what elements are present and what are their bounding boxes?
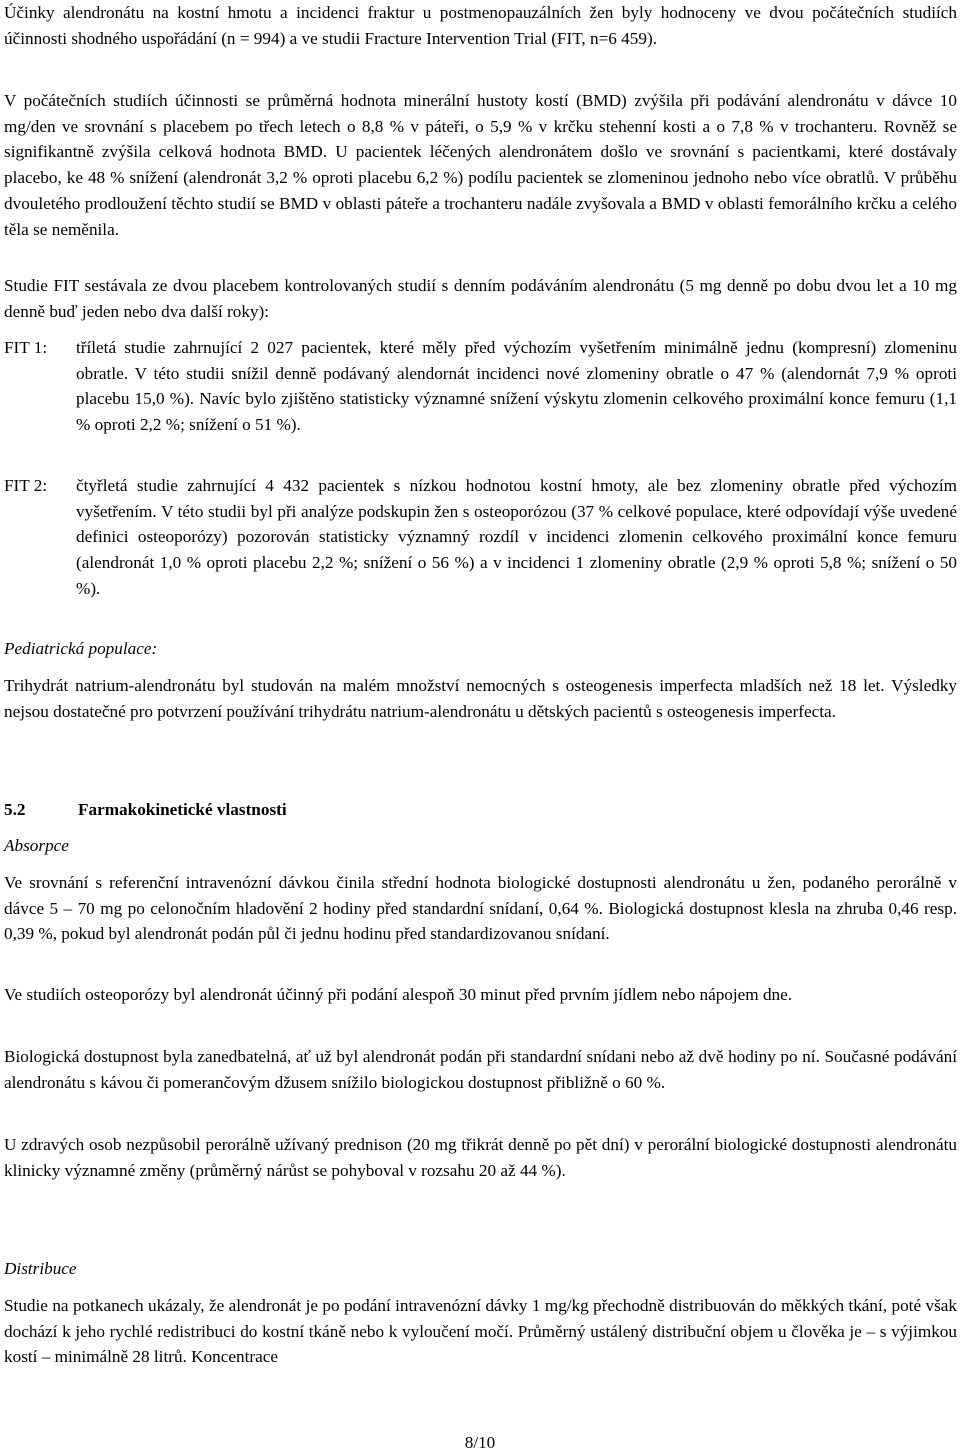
fit1-item bbox=[4, 335, 957, 438]
bmd-paragraph: V počátečních studiích účinnosti se průměrná hodnota minerální hustoty kostí (BMD) zvýšila při podávání alendronátu v dávce 10 mg/den ve srovnání s placebem po třech letech o 8,8 % v páteři, o 5,9 % v krčku stehenní kosti a o 7,8 % v trochanteru. Rovněž se signifikantně zvýšila celková hodnota BMD. U pacientek léčených alendronátem došlo ve srovnání s pacientkami, které dostávaly placebo, ke 48 % snížení (alendronát 3,2 % oproti placebu 6,2 %) podílu pacientek se zlomeninou jednoho nebo více obratlů. V průběhu dvouletého prodloužení těchto studií se BMD v oblasti páteře a trochanteru nadále zvyšovala a BMD v oblasti femorálního krčku a celého těla se neměnila. bbox=[4, 91, 957, 239]
intro-paragraph: Účinky alendronátu na kostní hmotu a incidenci fraktur u postmenopauzálních žen byly hodnoceny ve dvou počátečních studiích účinnosti shodného uspořádání (n = 994) a ve studii Fracture Intervention Trial (FIT, n=6 459). bbox=[4, 3, 957, 48]
fit2-label: FIT 2: bbox=[4, 476, 48, 495]
distribution-paragraph: Studie na potkanech ukázaly, že alendronát je po podání intravenózní dávky 1 mg/kg přechodně distribuován do měkkých tkání, poté však dochází k jeho rychlé redistribuci do kostní tkáně nebo k vyloučení močí. Průměrný ustálený distribuční objem u člověka je – s výjimkou kostí – minimálně 28 litrů. Koncentrace bbox=[4, 1296, 957, 1367]
pediatric-paragraph: Trihydrát natrium-alendronátu byl studován na malém množství nemocných s osteogenesis imperfecta mladších než 18 let. Výsledky nejsou dostatečné pro potvrzení používání trihydrátu natrium-alendronátu u dětských pacientů s osteogenesis imperfecta. bbox=[4, 676, 957, 721]
fit1-text: tříletá studie zahrnující 2 027 pacientek, které měly před výchozím vyšetřením minimálně jednu (kompresní) zlomeninu obratle. V této studii snížil denně podávaný alendornát incidenci nové zlomeniny obratle o 47 % (alendornát 7,9 % oproti placebu 15,0 %). Navíc bylo zjištěno statisticky významné snížení výskytu zlomenin celkového proximální konce femuru (1,1 % oproti 2,2 %; snížení o 51 %). bbox=[76, 338, 957, 435]
absorption-paragraph-4: U zdravých osob nezpůsobil perorálně užívaný prednison (20 mg třikrát denně po pět dní) v perorální biologické dostupnosti alendronátu klinicky významné změny (průměrný nárůst se pohyboval v rozsahu 20 až 44 %). bbox=[4, 1135, 957, 1180]
pediatric-heading: Pediatrická populace: bbox=[4, 639, 158, 658]
page-number: 8/10 bbox=[464, 1433, 496, 1452]
section-heading bbox=[4, 797, 957, 823]
fit-intro-paragraph: Studie FIT sestávala ze dvou placebem kontrolovaných studií s denním podáváním alendronátu (5 mg denně po dobu dvou let a 10 mg denně buď jeden nebo dva další roky): bbox=[4, 276, 957, 321]
absorption-paragraph-1: Ve srovnání s referenční intravenózní dávkou činila střední hodnota biologické dostupnosti alendronátu u žen, podaného perorálně v dávce 5 – 70 mg po celonočním hladovění 2 hodiny před standardní snídaní, 0,64 %. Biologická dostupnost klesla na zhruba 0,46 resp. 0,39 %, pokud byl alendronát podán půl či jednu hodinu před standardizovanou snídaní. bbox=[4, 873, 957, 944]
section-title: Farmakokinetické vlastnosti bbox=[78, 800, 287, 819]
fit1-label: FIT 1: bbox=[4, 338, 48, 357]
absorption-paragraph-2: Ve studiích osteoporózy byl alendronát účinný při podání alespoň 30 minut před prvním jídlem nebo nápojem dne. bbox=[4, 985, 793, 1004]
absorption-heading: Absorpce bbox=[4, 836, 69, 855]
fit2-item bbox=[4, 473, 957, 602]
distribution-heading: Distribuce bbox=[4, 1259, 77, 1278]
fit2-text: čtyřletá studie zahrnující 4 432 pacientek s nízkou hodnotou kostní hmoty, ale bez zlomeniny obratle před výchozím vyšetřením. V této studii byl při analýze podskupin žen s osteoporózou (37 % celkové populace, které odpovídají výše uvedené definici osteoporózy) pozorován statisticky významný rozdíl v incidenci zlomenin celkového proximální konce femuru (alendronát 1,0 % oproti placebu 2,2 %; snížení o 56 %) a v incidenci 1 zlomeniny obratle (2,9 % oproti 5,8 %; snížení o 50 %). bbox=[76, 476, 957, 598]
section-number: 5.2 bbox=[4, 800, 26, 819]
absorption-paragraph-3: Biologická dostupnost byla zanedbatelná, ať už byl alendronát podán při standardní snídani nebo až dvě hodiny po ní. Současné podávání alendronátu s kávou či pomerančovým džusem snížilo biologickou dostupnost přibližně o 60 %. bbox=[4, 1047, 957, 1092]
